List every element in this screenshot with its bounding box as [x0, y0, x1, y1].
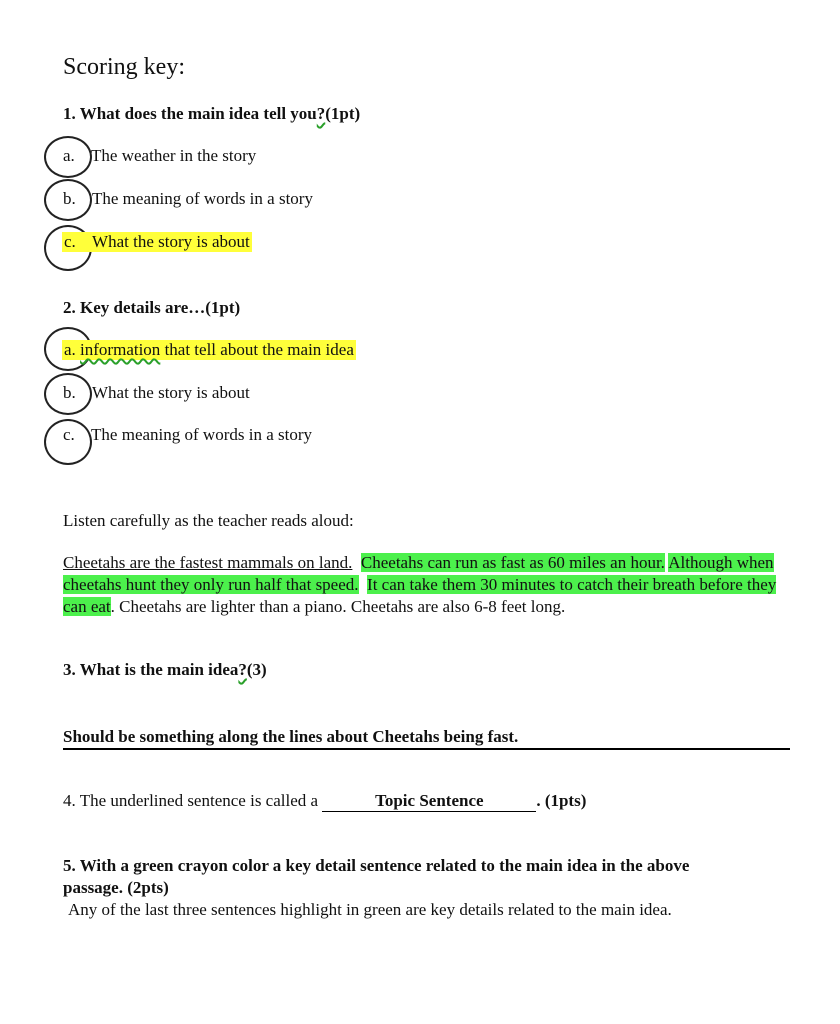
key-detail-2: Although when cheetahs hunt they only run half that speed.: [63, 553, 774, 594]
question-5-answer: Any of the last three sentences highlight in green are key details related to the main idea.: [68, 900, 672, 919]
key-detail-3: It can take them 30 minutes to catch their breath before they can eat: [63, 575, 777, 616]
option-2b[interactable]: b. What the story is about: [63, 383, 250, 402]
question-1: [63, 104, 360, 124]
key-detail-1: Cheetahs can run as fast as 60 miles an hour.: [360, 553, 665, 572]
question-5-line-2: passage. (2pts): [63, 878, 169, 897]
topic-sentence: Cheetahs are the fastest mammals on land.: [63, 553, 353, 572]
option-2c[interactable]: c. The meaning of words in a story: [63, 425, 312, 444]
question-3: 3. What is the main idea?(3): [63, 660, 267, 679]
question-1-points: (1pt): [325, 104, 361, 123]
page-title: Scoring key:: [63, 54, 185, 80]
passage-rest: . Cheetahs are lighter than a piano. Cheetahs are also 6-8 feet long.: [110, 597, 566, 616]
question-3-answer: Should be something along the lines about Cheetahs being fast.: [63, 727, 790, 750]
option-1c-correct[interactable]: c. What the story is about: [64, 232, 250, 251]
reading-passage: [63, 552, 793, 618]
question-5-line-1: 5. With a green crayon color a key detail sentence related to the main idea in the above: [63, 856, 690, 875]
question-4-answer: Topic Sentence: [322, 791, 536, 812]
question-1-text: What does the main idea tell you: [79, 104, 317, 123]
question-2: 2. Key details are…(1pt): [63, 298, 241, 317]
listen-instruction: Listen carefully as the teacher reads aloud:: [63, 511, 354, 530]
option-1a[interactable]: a. The weather in the story: [63, 146, 257, 165]
question-4: 4. The underlined sentence is called a Topic Sentence . (1pts): [63, 791, 587, 810]
question-1-mark: ?: [316, 104, 326, 123]
option-1b[interactable]: b. The meaning of words in a story: [63, 189, 313, 208]
question-1-number: 1.: [63, 104, 76, 123]
option-2a-correct[interactable]: a. information that tell about the main idea: [64, 340, 354, 359]
